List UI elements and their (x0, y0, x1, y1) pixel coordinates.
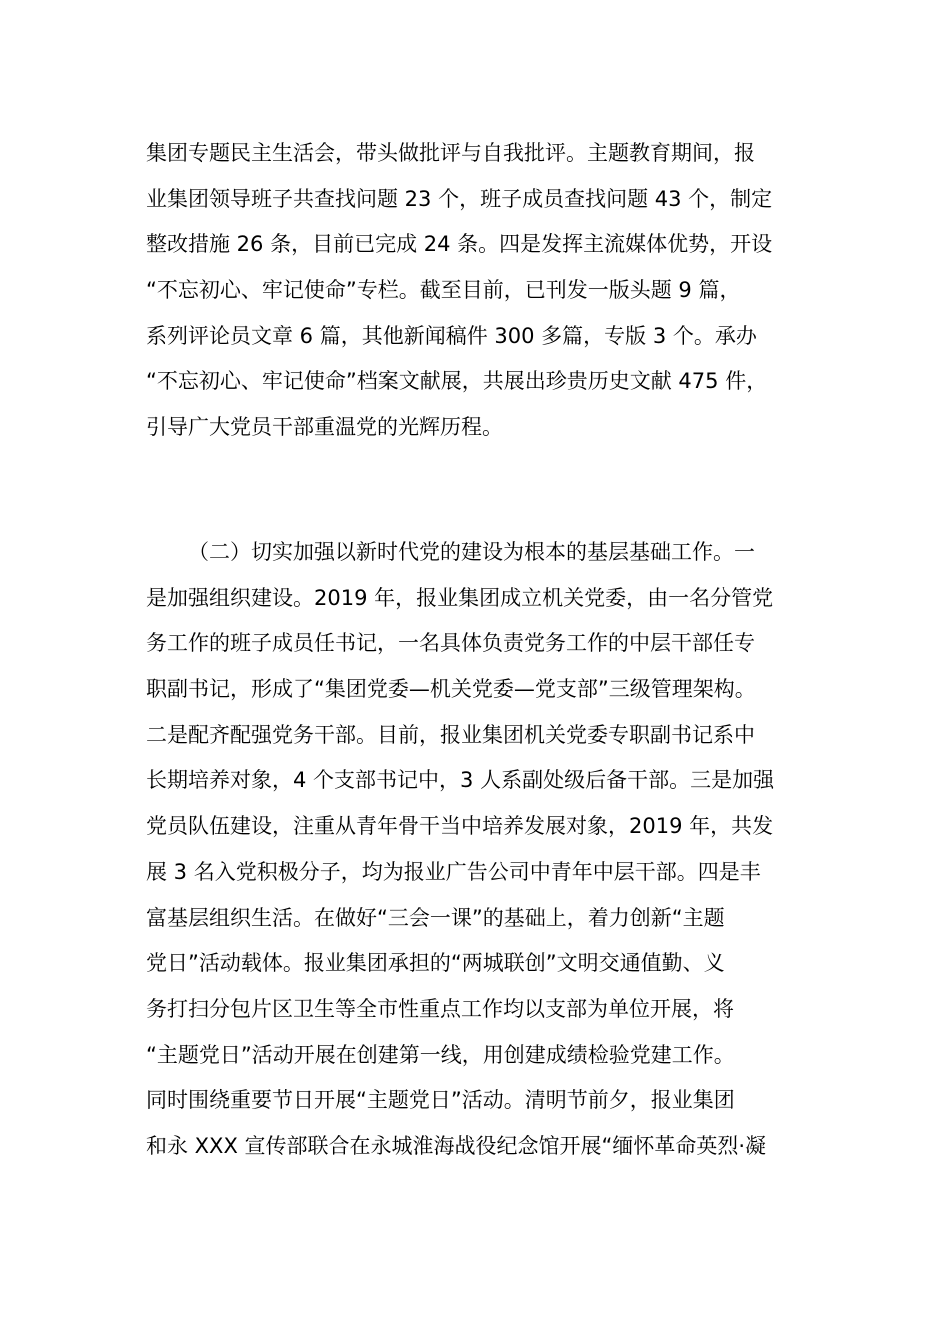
text-line: 集团专题民主生活会，带头做批评与自我批评。主题教育期间，报 (146, 141, 755, 165)
text-line: 展 3 名入党积极分子，均为报业广告公司中青年中层干部。四是丰 (146, 859, 761, 884)
section-heading-line: （二）切实加强以新时代党的建设为根本的基层基础工作。一 (188, 540, 755, 564)
paragraph-section-two (146, 530, 836, 1170)
text-line: 富基层组织生活。在做好“三会一课”的基础上，着力创新“主题 (146, 905, 725, 930)
text-line: 务打扫分包片区卫生等全市性重点工作均以支部为单位开展，将 (146, 996, 734, 1021)
text-line: “不忘初心、牢记使命”档案文献展，共展出珍贵历史文献 475 件， (146, 369, 768, 394)
text-line: 和永 XXX 宣传部联合在永城淮海战役纪念馆开展“缅怀革命英烈·凝 (146, 1133, 767, 1158)
text-line: 党日”活动载体。报业集团承担的“两城联创”文明交通值勤、义 (146, 951, 725, 976)
text-line: 长期培养对象，4 个支部书记中，3 人系副处级后备干部。三是加强 (146, 768, 775, 793)
text-line: 党员队伍建设，注重从青年骨干当中培养发展对象，2019 年，共发 (146, 814, 774, 839)
paragraph-continuation (146, 131, 836, 451)
text-line: “不忘初心、牢记使命”专栏。截至目前，已刊发一版头题 9 篇， (146, 278, 741, 303)
text-line: “主题党日”活动开展在创建第一线，用创建成绩检验党建工作。 (146, 1042, 735, 1067)
text-line: 整改措施 26 条，目前已完成 24 条。四是发挥主流媒体优势，开设 (146, 232, 773, 257)
text-line: 务工作的班子成员任书记，一名具体负责党务工作的中层干部任专 (146, 631, 755, 656)
text-line: 二是配齐配强党务干部。目前，报业集团机关党委专职副书记系中 (146, 722, 755, 747)
text-line: 是加强组织建设。2019 年，报业集团成立机关党委，由一名分管党 (146, 585, 774, 610)
text-line: 系列评论员文章 6 篇，其他新闻稿件 300 多篇，专版 3 个。承办 (146, 323, 757, 348)
text-line: 引导广大党员干部重温党的光辉历程。 (146, 415, 503, 440)
text-line: 业集团领导班子共查找问题 23 个，班子成员查找问题 43 个，制定 (146, 186, 773, 211)
text-line: 同时围绕重要节日开展“主题党日”活动。清明节前夕，报业集团 (146, 1088, 735, 1113)
text-line: 职副书记，形成了“集团党委—机关党委—党支部”三级管理架构。 (146, 677, 756, 702)
